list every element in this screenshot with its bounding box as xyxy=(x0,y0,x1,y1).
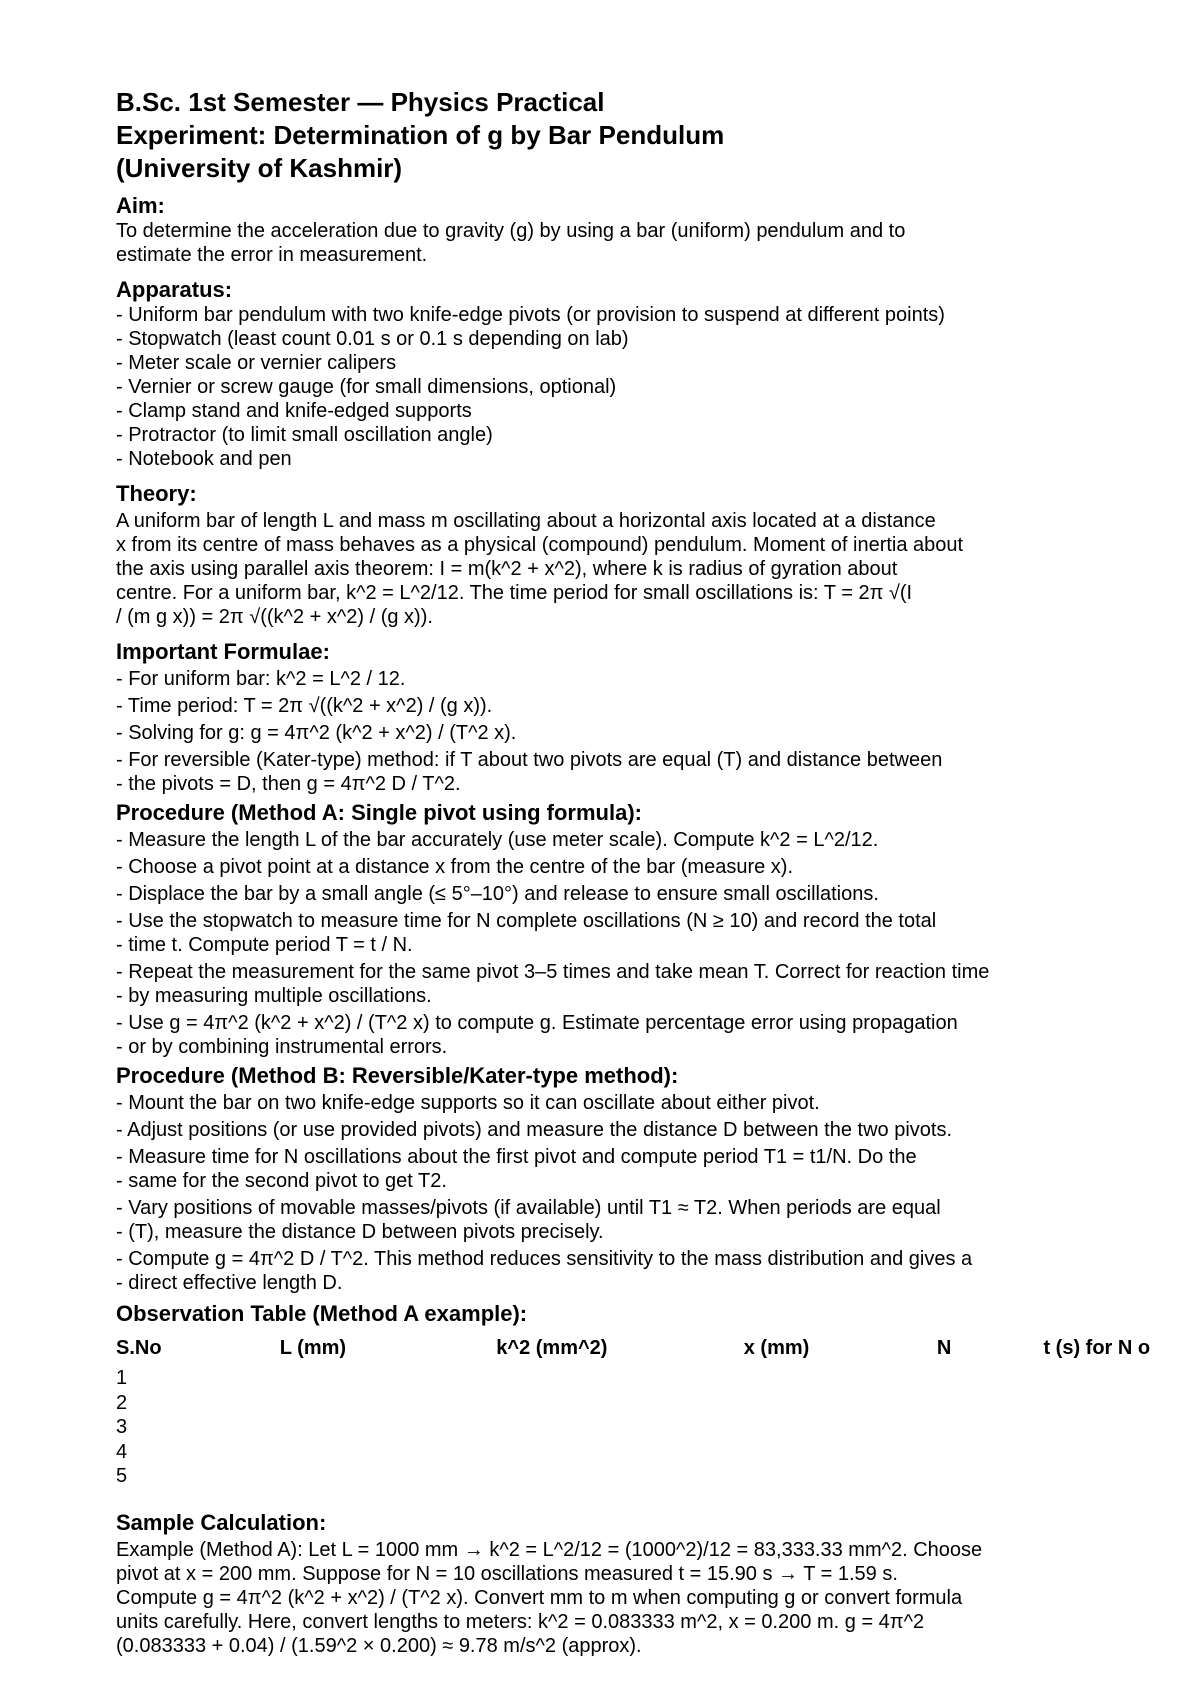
theory-section xyxy=(116,481,1200,629)
procedure-a-step xyxy=(116,1011,1200,1059)
procedure-line: - Mount the bar on two knife-edge supports so it can oscillate about either pivot. xyxy=(116,1092,820,1114)
apparatus-item: - Notebook and pen xyxy=(116,448,292,470)
title-line-university: (University of Kashmir) xyxy=(116,153,403,183)
formula-line: - For uniform bar: k^2 = L^2 / 12. xyxy=(116,668,406,690)
table-row xyxy=(116,1367,1200,1392)
procedure-a-heading: Procedure (Method A: Single pivot using formula): xyxy=(116,800,642,825)
column-header-x: x (mm) xyxy=(743,1337,810,1359)
procedure-b-heading: Procedure (Method B: Reversible/Kater-type method): xyxy=(116,1063,679,1088)
observation-table xyxy=(116,1337,1200,1490)
procedure-line: - Vary positions of movable masses/pivots (if available) until T1 ≈ T2. When periods are equal xyxy=(116,1197,941,1219)
procedure-b-step xyxy=(116,1196,1200,1244)
procedure-line: - same for the second pivot to get T2. xyxy=(116,1170,447,1192)
formula-item xyxy=(116,694,1200,718)
procedure-line: - Adjust positions (or use provided pivots) and measure the distance D between the two pivots. xyxy=(116,1119,953,1141)
procedure-a-step xyxy=(116,828,1200,852)
procedure-line: - Use g = 4π^2 (k^2 + x^2) / (T^2 x) to compute g. Estimate percentage error using propagation xyxy=(116,1012,958,1034)
aim-heading: Aim: xyxy=(116,193,165,218)
procedure-line: - Compute g = 4π^2 D / T^2. This method reduces sensitivity to the mass distribution and gives a xyxy=(116,1248,973,1270)
column-header-k2: k^2 (mm^2) xyxy=(496,1337,608,1359)
row-number: 2 xyxy=(116,1391,128,1414)
apparatus-heading: Apparatus: xyxy=(116,277,233,302)
formula-item xyxy=(116,748,1200,796)
procedure-b-step xyxy=(116,1118,1200,1142)
procedure-b-list xyxy=(116,1091,1200,1295)
apparatus-list xyxy=(116,303,1200,471)
formula-line: - For reversible (Kater-type) method: if T about two pivots are equal (T) and distance between xyxy=(116,749,943,771)
procedure-a-list xyxy=(116,828,1200,1059)
procedure-line: - by measuring multiple oscillations. xyxy=(116,985,432,1007)
document-page xyxy=(116,86,1200,1658)
theory-line: centre. For a uniform bar, k^2 = L^2/12. The time period for small oscillations is: T = 2π √(I xyxy=(116,582,913,604)
row-number: 5 xyxy=(116,1465,128,1487)
table-row xyxy=(116,1392,1200,1417)
title-line-experiment: Experiment: Determination of g by Bar Pendulum xyxy=(116,120,725,150)
sample-line: units carefully. Here, convert lengths to meters: k^2 = 0.083333 m^2, x = 0.200 m. g = 4π^2 xyxy=(116,1610,925,1633)
theory-text xyxy=(116,509,1200,629)
apparatus-item: - Clamp stand and knife-edged supports xyxy=(116,400,472,422)
row-number: 4 xyxy=(116,1440,128,1463)
formula-line: - Solving for g: g = 4π^2 (k^2 + x^2) / (T^2 x). xyxy=(116,722,517,744)
theory-heading: Theory: xyxy=(116,481,197,506)
procedure-line: - Use the stopwatch to measure time for N complete oscillations (N ≥ 10) and record the total xyxy=(116,910,937,932)
sample-line: Example (Method A): Let L = 1000 mm → k^2 = L^2/12 = (1000^2)/12 = 83,333.33 mm^2. Choose xyxy=(116,1538,983,1561)
sample-section xyxy=(116,1510,1200,1658)
formula-item xyxy=(116,721,1200,745)
observation-heading: Observation Table (Method A example): xyxy=(116,1301,528,1326)
procedure-b-step xyxy=(116,1091,1200,1115)
row-number: 3 xyxy=(116,1416,128,1438)
row-number: 1 xyxy=(116,1367,128,1389)
procedure-line: - or by combining instrumental errors. xyxy=(116,1036,448,1058)
procedure-a-step xyxy=(116,960,1200,1008)
aim-section xyxy=(116,193,1200,267)
theory-line: x from its centre of mass behaves as a physical (compound) pendulum. Moment of inertia about xyxy=(116,534,964,556)
procedure-line: - time t. Compute period T = t / N. xyxy=(116,934,413,956)
table-row xyxy=(116,1416,1200,1441)
procedure-line: - Choose a pivot point at a distance x from the centre of the bar (measure x). xyxy=(116,856,794,878)
formulae-list xyxy=(116,667,1200,796)
apparatus-item: - Meter scale or vernier calipers xyxy=(116,352,397,374)
procedure-a-step xyxy=(116,909,1200,957)
column-header-sno: S.No xyxy=(116,1337,162,1359)
procedure-line: - Measure time for N oscillations about the first pivot and compute period T1 = t1/N. Do the xyxy=(116,1146,917,1168)
apparatus-item: - Uniform bar pendulum with two knife-edge pivots (or provision to suspend at different points) xyxy=(116,304,945,326)
procedure-line: - (T), measure the distance D between pivots precisely. xyxy=(116,1221,604,1243)
sample-heading: Sample Calculation: xyxy=(116,1509,327,1535)
procedure-a-section xyxy=(116,800,1200,1059)
procedure-b-step xyxy=(116,1247,1200,1295)
formulae-section xyxy=(116,639,1200,796)
aim-text xyxy=(116,219,1200,267)
formula-item xyxy=(116,667,1200,691)
procedure-b-step xyxy=(116,1145,1200,1193)
procedure-line: - Displace the bar by a small angle (≤ 5°–10°) and release to ensure small oscillations. xyxy=(116,883,879,905)
column-header-time: t (s) for N o xyxy=(1043,1337,1151,1359)
column-header-length: L (mm) xyxy=(279,1337,347,1359)
apparatus-item: - Protractor (to limit small oscillation angle) xyxy=(116,424,493,446)
aim-line: To determine the acceleration due to gravity (g) by using a bar (uniform) pendulum and to xyxy=(116,220,906,242)
theory-line: A uniform bar of length L and mass m oscillating about a horizontal axis located at a distance xyxy=(116,510,936,532)
observation-section xyxy=(116,1301,1200,1490)
sample-line: Compute g = 4π^2 (k^2 + x^2) / (T^2 x). Convert mm to m when computing g or convert formula xyxy=(116,1586,963,1609)
aim-line: estimate the error in measurement. xyxy=(116,244,428,266)
apparatus-item: - Vernier or screw gauge (for small dimensions, optional) xyxy=(116,376,617,398)
table-row xyxy=(116,1441,1200,1466)
theory-line: the axis using parallel axis theorem: I = m(k^2 + x^2), where k is radius of gyration about xyxy=(116,558,898,580)
procedure-a-step xyxy=(116,855,1200,879)
theory-line: / (m g x)) = 2π √((k^2 + x^2) / (g x)). xyxy=(116,606,433,628)
document-title xyxy=(116,86,1200,185)
procedure-line: - Measure the length L of the bar accurately (use meter scale). Compute k^2 = L^2/12. xyxy=(116,829,879,851)
column-header-n: N xyxy=(936,1337,952,1359)
apparatus-item: - Stopwatch (least count 0.01 s or 0.1 s depending on lab) xyxy=(116,328,629,350)
procedure-b-section xyxy=(116,1063,1200,1295)
table-header-row xyxy=(116,1337,1200,1367)
procedure-a-step xyxy=(116,882,1200,906)
procedure-line: - direct effective length D. xyxy=(116,1272,343,1294)
title-line-course: B.Sc. 1st Semester — Physics Practical xyxy=(116,87,605,117)
sample-line: pivot at x = 200 mm. Suppose for N = 10 oscillations measured t = 15.90 s → T = 1.59 s. xyxy=(116,1562,898,1585)
sample-line: (0.083333 + 0.04) / (1.59^2 × 0.200) ≈ 9.78 m/s^2 (approx). xyxy=(116,1634,642,1657)
table-row xyxy=(116,1465,1200,1490)
apparatus-section xyxy=(116,277,1200,471)
sample-text xyxy=(116,1538,1200,1658)
formula-line: - Time period: T = 2π √((k^2 + x^2) / (g x)). xyxy=(116,695,493,717)
formula-line: - the pivots = D, then g = 4π^2 D / T^2. xyxy=(116,773,461,795)
formulae-heading: Important Formulae: xyxy=(116,639,330,664)
procedure-line: - Repeat the measurement for the same pivot 3–5 times and take mean T. Correct for reaction time xyxy=(116,961,990,983)
